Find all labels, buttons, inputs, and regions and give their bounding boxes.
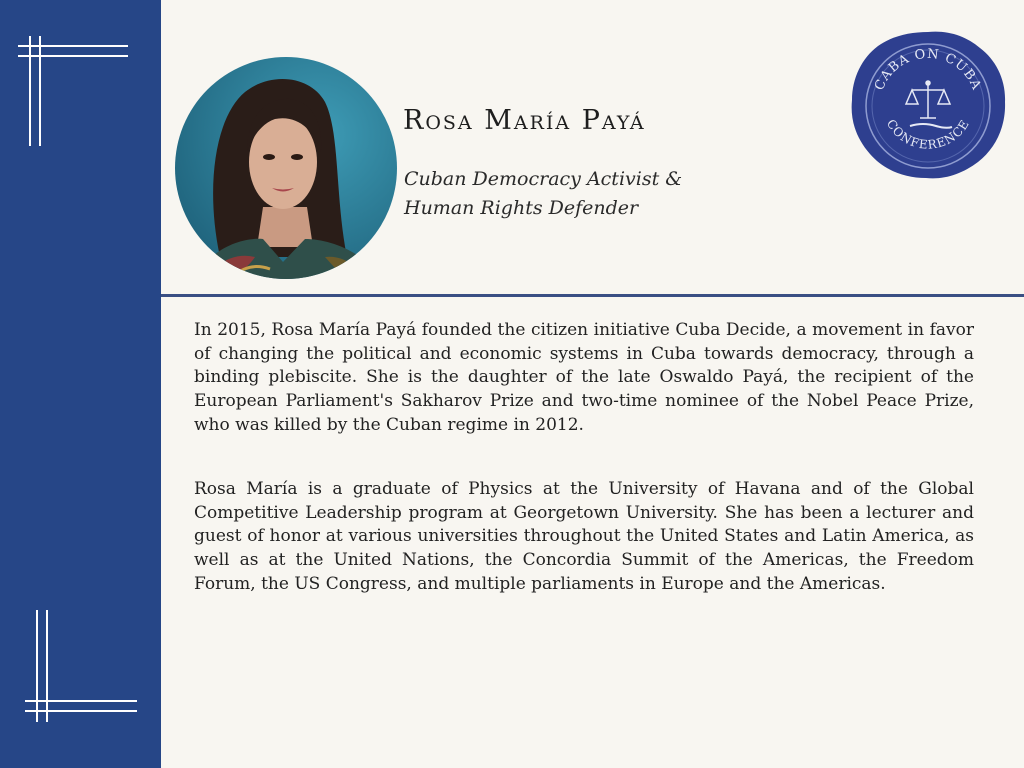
frame-line (46, 610, 48, 722)
frame-line (25, 700, 137, 702)
sidebar-panel (0, 0, 161, 768)
frame-line (18, 55, 128, 57)
speaker-title-line-2: Human Rights Defender (404, 197, 639, 219)
conference-seal (848, 28, 1008, 180)
bio-paragraph-1: In 2015, Rosa María Payá founded the citizen initiative Cuba Decide, a movement in favor of changing the political and economic systems in Cuba towards democracy, through a binding plebiscite. She is the daughter of the late Oswaldo Payá, the recipient of the European Parliament's Sakharov Prize and two-time nominee of the Nobel Peace Prize, who was killed by the Cuban regime in 2012. (194, 320, 974, 435)
frame-line (39, 36, 41, 146)
frame-line (25, 710, 137, 712)
section-divider (161, 294, 1024, 297)
seal-text-bottom: CONFERENCE (883, 116, 973, 152)
speaker-name: Rosa María Payá (403, 105, 646, 136)
speaker-title-line-1: Cuban Democracy Activist & (404, 168, 683, 190)
frame-line (36, 610, 38, 722)
speaker-portrait (175, 57, 397, 279)
bio-paragraph-2: Rosa María is a graduate of Physics at the University of Havana and of the Global Competitive Leadership program at Georgetown University. She has been a lecturer and guest of honor at various universities throughout the United States and Latin America, as well as at the United Nations, the Concordia Summit of the Americas, the Freedom Forum, the US Congress, and multiple parliaments in Europe and the Americas. (194, 479, 974, 594)
frame-line (29, 36, 31, 146)
seal-text-top: CABA ON CUBA (872, 46, 984, 93)
frame-line (18, 45, 128, 47)
